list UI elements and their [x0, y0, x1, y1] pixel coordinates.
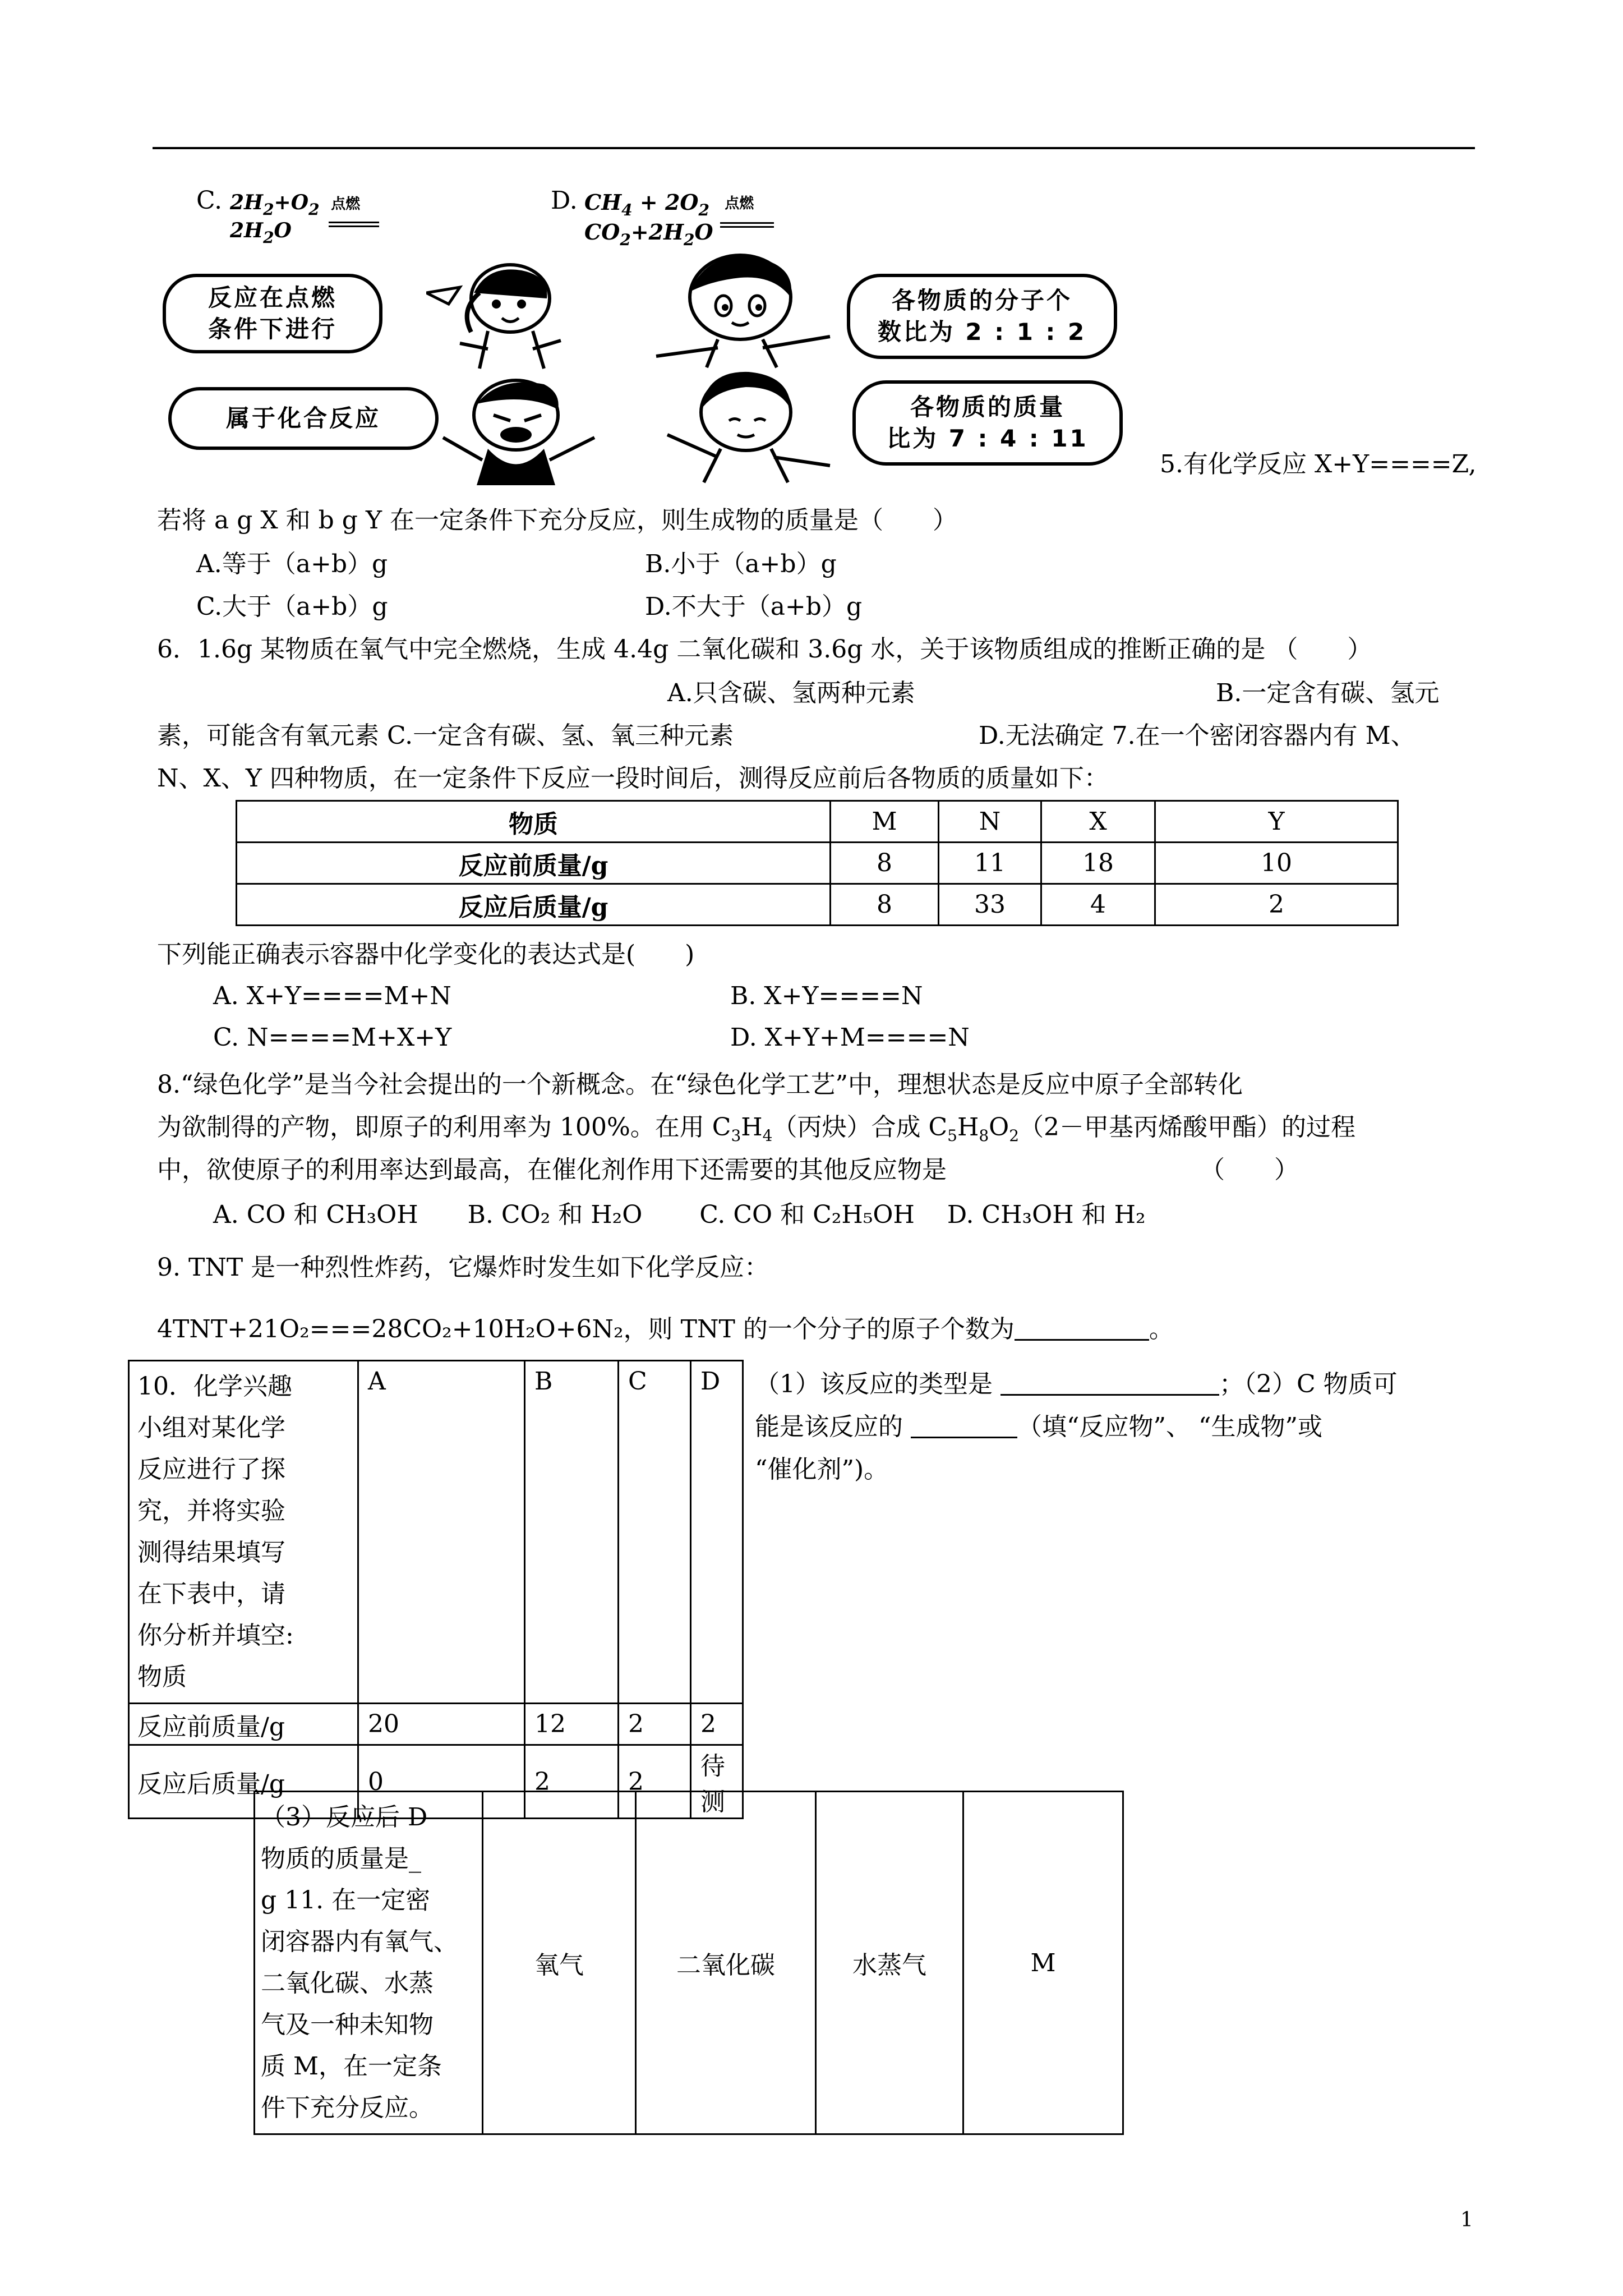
table-row	[129, 1704, 743, 1745]
table-header-cell: 水蒸气	[816, 1792, 963, 2134]
q11-intro-line: 闭容器内有氧气、	[261, 1927, 458, 1956]
table-header-cell: X	[1041, 801, 1155, 843]
table-header-cell: 氧气	[483, 1792, 636, 2134]
eq-c-sub: 2	[263, 228, 274, 247]
q6-stem: 6．1.6g 某物质在氧气中完全燃烧，生成 4.4g 二氧化碳和 3.6g 水，关于该物质组成的推断正确的是 （ ）	[157, 635, 1372, 664]
eq-c-part: 2H	[230, 219, 264, 242]
table-header-cell: B	[525, 1361, 619, 1704]
q10-intro-line: 小组对某化学	[137, 1414, 285, 1442]
q8-sub: 8	[979, 1126, 989, 1145]
q5-option-a: A.等于（a+b）g	[196, 550, 388, 578]
q10-text: （1）该反应的类型是	[755, 1370, 993, 1398]
speech-bubble-ignition: 反应在点燃 条件下进行	[163, 274, 382, 353]
q9-line2	[157, 1308, 1174, 1351]
woman-figure-icon	[645, 367, 847, 485]
table-row	[129, 1361, 743, 1704]
boy-figure-icon	[645, 252, 847, 370]
eq-c-condition: 点燃	[331, 196, 361, 213]
q8-text: H	[741, 1113, 763, 1142]
table-header-cell: D	[691, 1361, 743, 1704]
table-header-cell: M	[831, 801, 939, 843]
q8-sub: 2	[1009, 1126, 1020, 1145]
table-cell: 反应后质量/g	[237, 884, 831, 926]
q8-sub: 3	[731, 1126, 741, 1145]
q10-part3: “催化剂”)。	[755, 1455, 889, 1484]
q10-text: ；（2）C 物质可	[1219, 1370, 1398, 1398]
q9-text: 4TNT+21O₂===28CO₂+10H₂O+6N₂，则 TNT 的一个分子的原子个数为	[157, 1315, 1015, 1343]
q9-line1: 9. TNT 是一种烈性炸药，它爆炸时发生如下化学反应：	[157, 1253, 769, 1282]
q8-text: （2－甲基丙烯酸甲酯）的过程	[1019, 1113, 1356, 1142]
q8-line3: 中，欲使原子的利用率达到最高，在催化剂作用下还需要的其他反应物是	[157, 1156, 947, 1184]
q11-table	[253, 1791, 1124, 2135]
q6-line3: 素，可能含有氧元素 C.一定含有碳、氢、氧三种元素	[157, 721, 734, 750]
q8-options: A. CO 和 CH₃OH B. CO₂ 和 H₂O C. CO 和 C₂H₅OH D. CH₃OH 和 H₂	[213, 1200, 1146, 1229]
q8-text: O	[989, 1113, 1009, 1142]
q7-intro: N、X、Y 四种物质，在一定条件下反应一段时间后，测得反应前后各物质的质量如下：	[157, 764, 1109, 793]
table-header-cell: A	[358, 1361, 525, 1704]
q10-intro-line: 究，并将实验	[137, 1497, 285, 1525]
table-cell: 2	[691, 1704, 743, 1745]
q5-option-b: B.小于（a+b）g	[645, 550, 837, 578]
q11-intro-line: 气及一种未知物	[261, 2010, 434, 2039]
eq-d-part: CO	[584, 219, 620, 245]
q10-intro-line: 你分析并填空:	[137, 1621, 294, 1650]
table-cell: 反应前质量/g	[129, 1704, 358, 1745]
q10-part2	[755, 1406, 1322, 1448]
eq-c-part: 2H	[230, 191, 264, 214]
q11-intro-line: 件下充分反应。	[261, 2093, 434, 2122]
q9-answer-blank[interactable]	[1015, 1314, 1149, 1341]
q10-intro-line: 在下表中，请	[137, 1580, 285, 1608]
q10-table	[128, 1360, 744, 1819]
table-cell: 反应后质量/g	[129, 1745, 358, 1819]
option-c-label: C.	[196, 186, 223, 215]
eq-c-part: O	[274, 219, 292, 242]
table-cell: 4	[1041, 884, 1155, 926]
q10-reaction-type-blank[interactable]	[1000, 1369, 1219, 1396]
q8-line1: 8.“绿色化学”是当今社会提出的一个新概念。在“绿色化学工艺”中，理想状态是反应中原子全部转化	[157, 1070, 1243, 1099]
option-d-label: D.	[551, 186, 578, 215]
q6-option-d-q7-start: D.无法确定 7.在一个密闭容器内有 M、	[979, 721, 1415, 750]
table-row	[237, 843, 1398, 884]
q5-option-c: C.大于（a+b）g	[196, 592, 388, 621]
man-figure-icon	[432, 376, 611, 488]
table-cell: 待测	[691, 1745, 743, 1819]
table-cell: 10	[1155, 843, 1398, 884]
table-cell: 反应前质量/g	[237, 843, 831, 884]
table-row	[237, 884, 1398, 926]
option-c-equation	[230, 191, 421, 247]
page-number: 1	[1460, 2208, 1473, 2231]
q11-intro-line: （3）反应后 D	[261, 1803, 428, 1832]
eq-c-part: +O	[274, 191, 309, 214]
table-header-cell: C	[619, 1361, 691, 1704]
q10-text: （填“反应物”、 “生成物”或	[1017, 1412, 1322, 1441]
q10-text: 能是该反应的	[755, 1412, 903, 1441]
table-header-cell: Y	[1155, 801, 1398, 843]
q10-intro-line: 测得结果填写	[137, 1538, 285, 1567]
speech-bubble-combination: 属于化合反应	[168, 387, 439, 450]
q10-role-blank[interactable]	[911, 1412, 1017, 1438]
table-cell: 2	[1155, 884, 1398, 926]
q6-option-b: B.一定含有碳、氢元	[1216, 679, 1440, 707]
eq-d-part: + 2O	[632, 190, 699, 215]
table-cell: 8	[831, 843, 939, 884]
speech-bubble-molecule-ratio: 各物质的分子个 数比为 2 : 1 : 2	[847, 274, 1117, 359]
eq-d-arrow	[720, 222, 774, 228]
table-header-cell: 物质	[237, 801, 831, 843]
eq-d-condition: 点燃	[725, 195, 754, 212]
table-cell: 2	[619, 1745, 691, 1819]
q7-question: 下列能正确表示容器中化学变化的表达式是( )	[157, 940, 695, 969]
q7-option-c: C. N====M+X+Y	[213, 1023, 452, 1052]
q11-intro-line: 二氧化碳、水蒸	[261, 1969, 434, 1998]
q5-stem: 若将 a g X 和 b g Y 在一定条件下充分反应，则生成物的质量是（ ）	[157, 506, 957, 535]
table-cell: 11	[939, 843, 1041, 884]
table-cell: 33	[939, 884, 1041, 926]
q10-intro-line: 物质	[137, 1663, 187, 1691]
q8-text: 为欲制得的产物，即原子的利用率为 100%。在用 C	[157, 1113, 731, 1142]
q11-intro-cell	[255, 1792, 483, 2134]
q10-intro-line: 10．化学兴趣	[137, 1372, 292, 1401]
table-row	[237, 801, 1398, 843]
q5-option-d: D.不大于（a+b）g	[645, 592, 863, 621]
table-row	[255, 1792, 1123, 2134]
eq-c-arrow	[329, 222, 379, 227]
q8-sub: 4	[762, 1126, 773, 1145]
eq-d-part: O	[694, 219, 713, 245]
q10-part1	[755, 1363, 1398, 1406]
header-rule	[153, 147, 1475, 149]
q11-intro-line: 物质的质量是_	[261, 1844, 421, 1873]
table-cell: 2	[619, 1704, 691, 1745]
eq-d-part: CH	[584, 190, 622, 215]
q8-answer-paren: （ ）	[1200, 1156, 1299, 1184]
eq-d-part: +2H	[630, 219, 684, 245]
eq-d-sub: 2	[698, 201, 709, 219]
eq-d-sub: 4	[621, 201, 633, 219]
q5-heading: 5.有化学反应 X+Y====Z,	[1160, 450, 1477, 478]
table-header-cell: 二氧化碳	[636, 1792, 816, 2134]
table-cell: 8	[831, 884, 939, 926]
table-cell: 2	[525, 1745, 619, 1819]
q7-mass-table	[236, 800, 1399, 926]
eq-c-sub: 2	[308, 200, 320, 219]
q11-intro-line: 质 M，在一定条	[261, 2052, 442, 2081]
table-header-cell: N	[939, 801, 1041, 843]
q9-end: 。	[1149, 1315, 1174, 1343]
q8-text: H	[957, 1113, 979, 1142]
table-cell: 12	[525, 1704, 619, 1745]
eq-d-sub: 2	[620, 231, 631, 249]
q7-option-b: B. X+Y====N	[730, 982, 923, 1010]
table-header-cell: M	[963, 1792, 1123, 2134]
q7-option-a: A. X+Y====M+N	[213, 982, 451, 1010]
q10-intro-cell	[129, 1361, 358, 1704]
eq-d-sub: 2	[684, 231, 695, 249]
eq-c-sub: 2	[263, 200, 274, 219]
q7-option-d: D. X+Y+M====N	[730, 1023, 970, 1052]
table-cell: 20	[358, 1704, 525, 1745]
q6-option-a: A.只含碳、氢两种元素	[667, 679, 915, 707]
girl-figure-icon	[426, 259, 594, 371]
speech-bubble-mass-ratio: 各物质的质量 比为 7 : 4 : 11	[852, 380, 1123, 466]
table-cell: 18	[1041, 843, 1155, 884]
q8-text: （丙炔）合成 C	[772, 1113, 948, 1142]
q10-intro-line: 反应进行了探	[137, 1455, 285, 1484]
q11-intro-line: g 11. 在一定密	[261, 1886, 431, 1915]
table-cell: 0	[358, 1745, 525, 1819]
option-d-equation	[584, 190, 876, 249]
q8-sub: 5	[947, 1126, 957, 1145]
